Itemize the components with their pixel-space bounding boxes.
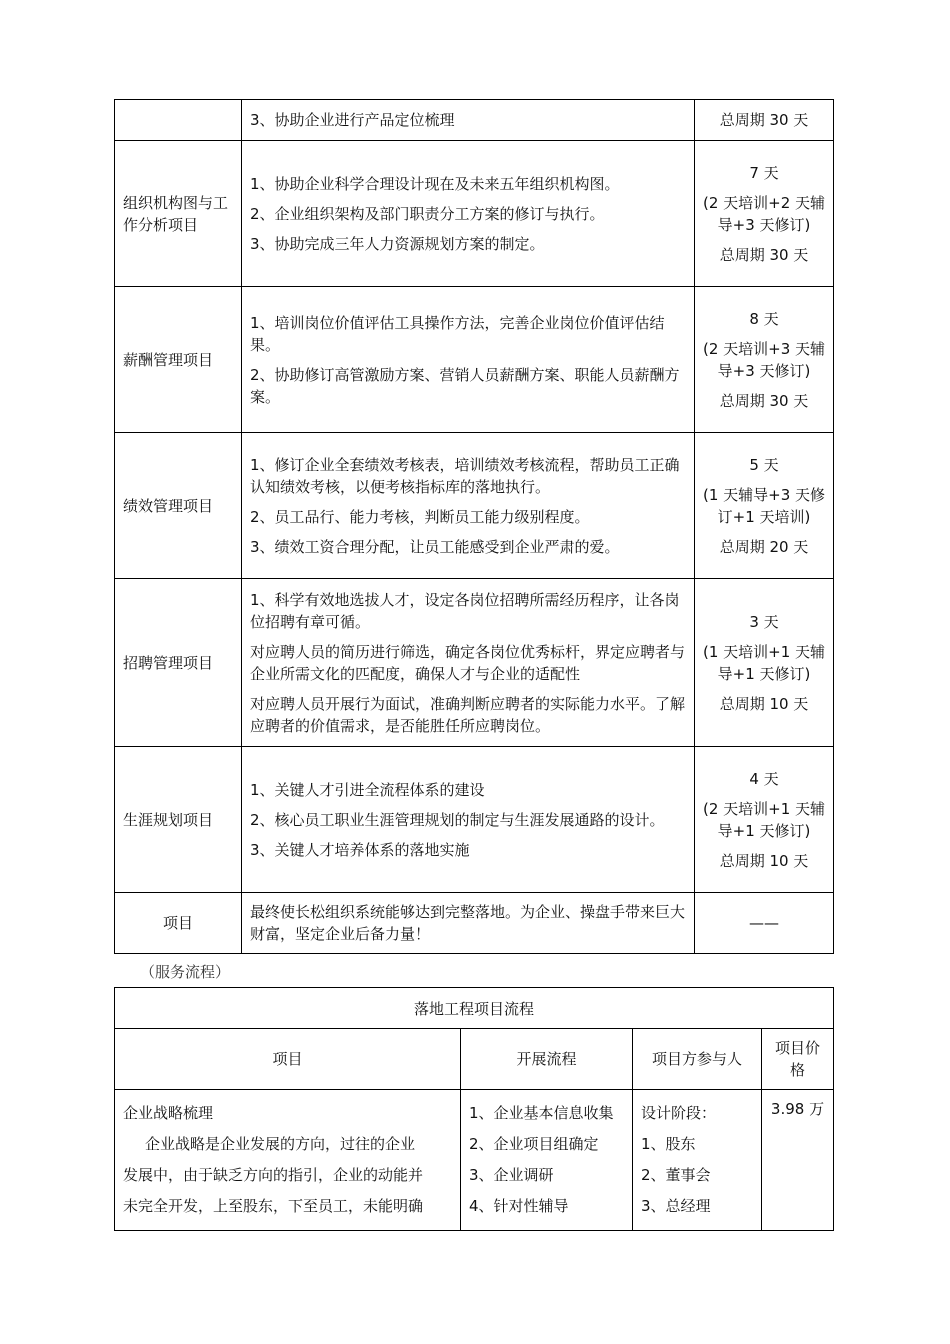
desc-line: 3、关键人才培养体系的落地实施 [250, 840, 470, 859]
project-time [695, 747, 834, 893]
project-name: 招聘管理项目 [115, 579, 242, 747]
total-period: 总周期 30 天 [719, 245, 809, 264]
desc-line: 3、协助企业进行产品定位梳理 [250, 111, 455, 129]
desc-line: 1、协助企业科学合理设计现在及未来五年组织机构图。 [250, 174, 620, 193]
project-desc [242, 747, 695, 893]
column-header: 项目方参与人 [633, 1029, 762, 1090]
table-row [115, 893, 834, 954]
days: 5 天 [749, 455, 779, 474]
desc-line: 对应聘人员的简历进行筛选，确定各岗位优秀标杆，界定应聘者与企业所需文化的匹配度，确保人才与企业的适配性 [250, 642, 686, 683]
project-name: 薪酬管理项目 [115, 287, 242, 433]
schedule-note: (1 天辅导+3 天修订+1 天培训) [702, 485, 826, 526]
desc-line: 1、关键人才引进全流程体系的建设 [250, 780, 485, 799]
process-step: 1、企业基本信息收集 [469, 1104, 614, 1122]
column-header: 项目 [115, 1029, 461, 1090]
desc-line: 1、修订企业全套绩效考核表，培训绩效考核流程，帮助员工正确认知绩效考核，以便考核指标库的落地执行。 [250, 455, 680, 496]
desc-line: 1、培训岗位价值评估工具操作方法，完善企业岗位价值评估结果。 [250, 313, 665, 354]
table-row [115, 579, 834, 747]
table-title-row [115, 988, 834, 1029]
table-row [115, 287, 834, 433]
service-table [114, 99, 834, 954]
table-row [115, 1090, 834, 1231]
desc-line: 2、员工品行、能力考核，判断员工能力级别程度。 [250, 507, 590, 526]
desc-line: 对应聘人员开展行为面试，准确判断应聘者的实际能力水平。了解应聘者的价值需求，是否能胜任所应聘岗位。 [250, 694, 686, 735]
table-row [115, 433, 834, 579]
desc-line: 1、科学有效地选拔人才，设定各岗位招聘所需经历程序，让各岗位招聘有章可循。 [250, 590, 680, 631]
project-title: 企业战略梳理 [123, 1104, 214, 1122]
project-name: 生涯规划项目 [115, 747, 242, 893]
project-desc [242, 579, 695, 747]
days: 4 天 [749, 769, 779, 788]
total-period: 总周期 10 天 [719, 851, 809, 870]
schedule-note: (2 天培训+2 天辅导+3 天修订) [702, 193, 826, 234]
project-desc [242, 141, 695, 287]
project-text-line: 发展中，由于缺乏方向的指引，企业的动能并 [123, 1166, 424, 1184]
desc-line: 3、协助完成三年人力资源规划方案的制定。 [250, 234, 545, 253]
column-header: 项目价格 [762, 1029, 834, 1090]
section-caption: （服务流程） [140, 963, 231, 981]
desc-line: 2、协助修订高管激励方案、营销人员薪酬方案、职能人员薪酬方案。 [250, 365, 680, 406]
process-step: 4、针对性辅导 [469, 1197, 569, 1215]
project-time [695, 287, 834, 433]
project-name: 项目 [115, 893, 242, 954]
total-period: 总周期 30 天 [719, 111, 809, 129]
project-desc [242, 893, 695, 954]
desc-line: 最终使长松组织系统能够达到完整落地。为企业、操盘手带来巨大财富，坚定企业后备力量！ [250, 903, 686, 943]
table-row [115, 747, 834, 893]
participant: 设计阶段： [641, 1104, 717, 1122]
process-table [114, 987, 834, 1231]
schedule-note: (2 天培训+1 天辅导+1 天修订) [702, 799, 826, 840]
project-time [695, 579, 834, 747]
table-header-row [115, 1029, 834, 1090]
days: 3 天 [749, 612, 779, 631]
total-period: 总周期 10 天 [719, 694, 809, 713]
desc-line: 3、绩效工资合理分配，让员工能感受到企业严肃的爱。 [250, 537, 620, 556]
table-row [115, 100, 834, 141]
project-name: 绩效管理项目 [115, 433, 242, 579]
desc-line: 2、企业组织架构及部门职责分工方案的修订与执行。 [250, 204, 605, 223]
process-step: 3、企业调研 [469, 1166, 554, 1184]
project-desc [242, 433, 695, 579]
project-desc [242, 100, 695, 141]
days: 8 天 [749, 309, 779, 328]
days: 7 天 [749, 163, 779, 182]
schedule-note: (2 天培训+3 天辅导+3 天修订) [702, 339, 826, 380]
project-name [115, 100, 242, 141]
total-period: 总周期 20 天 [719, 537, 809, 556]
project-time [695, 141, 834, 287]
project-cell [115, 1090, 461, 1231]
desc-line: 2、核心员工职业生涯管理规划的制定与生涯发展通路的设计。 [250, 810, 665, 829]
process-step: 2、企业项目组确定 [469, 1135, 599, 1153]
schedule-note: (1 天培训+1 天辅导+1 天修订) [702, 642, 826, 683]
participant: 2、董事会 [641, 1166, 711, 1184]
project-time [695, 100, 834, 141]
process-cell [461, 1090, 633, 1231]
project-name: 组织机构图与工作分析项目 [115, 141, 242, 287]
participants-cell [633, 1090, 762, 1231]
participant: 1、股东 [641, 1135, 696, 1153]
project-time: —— [695, 893, 834, 954]
project-time [695, 433, 834, 579]
project-text-line: 企业战略是企业发展的方向，过往的企业 [145, 1135, 416, 1153]
participant: 3、总经理 [641, 1197, 711, 1215]
project-desc [242, 287, 695, 433]
price-cell: 3.98 万 [762, 1090, 834, 1231]
total-period: 总周期 30 天 [719, 391, 809, 410]
table-title: 落地工程项目流程 [115, 988, 834, 1029]
project-text-line: 未完全开发，上至股东，下至员工，未能明确 [123, 1197, 424, 1215]
column-header: 开展流程 [461, 1029, 633, 1090]
table-row [115, 141, 834, 287]
